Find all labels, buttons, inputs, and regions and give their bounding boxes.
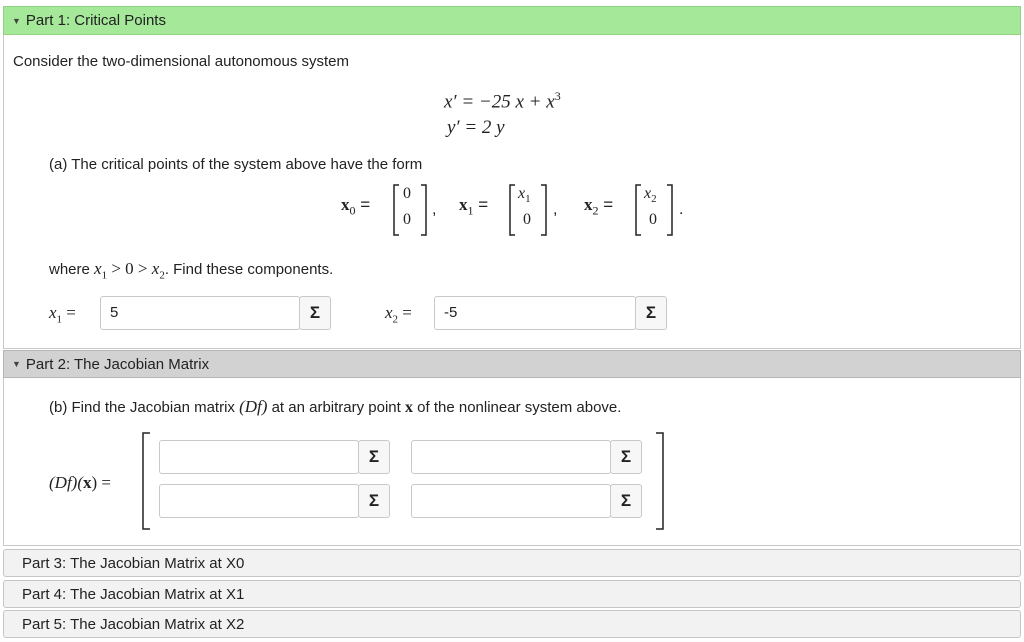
x2-input[interactable]: -5	[434, 296, 636, 330]
point-x2: $x_2$ =	[584, 195, 614, 218]
eq2-rhs: 2 y	[481, 117, 505, 138]
eq1-rhs: −25 x + x	[478, 91, 555, 113]
where-line	[49, 259, 333, 281]
x0-sub: 0	[349, 203, 356, 218]
x2-equation-editor-button[interactable]	[635, 296, 667, 330]
x2-top	[644, 185, 657, 205]
comma-1: ,	[432, 201, 437, 218]
jacobian-cell-12[interactable]	[411, 440, 611, 474]
x2-answer-label: $x_2$ =	[385, 303, 412, 326]
jacobian-cell-21-equation-editor[interactable]	[358, 484, 390, 518]
collapse-triangle-icon: ▼	[12, 359, 21, 369]
eq1-exponent: 3	[554, 89, 561, 103]
x1-answer-sub: 1	[56, 313, 63, 326]
jacobian-cell-22[interactable]	[411, 484, 611, 518]
question-b-prefix: (b) Find the Jacobian matrix	[49, 399, 240, 416]
point-x1: $x_1$ =	[459, 195, 489, 218]
jacobian-cell-11[interactable]	[159, 440, 359, 474]
jacobian-cell-12-equation-editor[interactable]	[610, 440, 642, 474]
x1-top-sub: 1	[525, 193, 531, 206]
x2-sub: 2	[592, 203, 599, 218]
point-x0: $x_0$ =	[341, 195, 371, 218]
jacobian-cell-21[interactable]	[159, 484, 359, 518]
x1-answer-var: x	[49, 303, 57, 322]
comma-2: ,	[553, 201, 558, 218]
cond-mid: > 0 >	[107, 259, 152, 278]
part4-header[interactable]: Part 4: The Jacobian Matrix at X1	[3, 580, 1021, 608]
x1-bottom: 0	[523, 211, 531, 228]
sigma-icon: Σ	[620, 491, 632, 510]
where-prefix: where	[49, 261, 95, 278]
question-b-suffix: of the nonlinear system above.	[412, 399, 622, 416]
matrix-label-end: ) =	[91, 473, 111, 492]
intro-text: Consider the two-dimensional autonomous system	[13, 53, 349, 70]
part2-title: Part 2: The Jacobian Matrix	[25, 355, 210, 373]
question-b-bold: x	[404, 399, 413, 416]
sigma-icon: Σ	[368, 447, 380, 466]
x1-top-var: x	[518, 185, 526, 202]
jacobian-cell-22-equation-editor[interactable]	[610, 484, 642, 518]
cond-a-sub: 1	[101, 269, 108, 282]
part2-body	[3, 378, 1021, 546]
x2-answer-var: x	[385, 303, 393, 322]
x2-top-sub: 2	[651, 193, 657, 206]
cond-a: x	[94, 259, 102, 278]
sigma-icon: Σ	[309, 303, 321, 322]
matrix-label-start: (Df)(	[49, 473, 83, 492]
eq2-lhs: y′	[447, 117, 460, 138]
cond-b: x	[151, 259, 160, 278]
question-a: (a) The critical points of the system above have the form	[49, 156, 423, 173]
part3-header[interactable]: Part 3: The Jacobian Matrix at X0	[3, 549, 1021, 577]
x2-top-var: x	[644, 185, 652, 202]
part1-header[interactable]	[3, 6, 1021, 35]
x0-top: 0	[403, 185, 411, 202]
part1-title: Part 1: Critical Points	[25, 12, 166, 29]
x2-bottom: 0	[649, 211, 657, 228]
x1-input[interactable]: 5	[100, 296, 300, 330]
matrix-label-bold: x	[82, 473, 92, 492]
equation-1: x′ = −25 $x + x^3$	[444, 89, 561, 113]
part1-body	[3, 35, 1021, 349]
x0-label: x	[341, 195, 350, 214]
part5-header[interactable]: Part 5: The Jacobian Matrix at X2	[3, 610, 1021, 638]
jacobian-cell-11-equation-editor[interactable]	[358, 440, 390, 474]
collapse-triangle-icon: ▼	[12, 15, 21, 26]
cond-b-sub: 2	[159, 269, 165, 282]
question-b-math: (Df)	[239, 397, 268, 416]
period: .	[679, 201, 684, 218]
x0-bottom: 0	[403, 211, 411, 228]
where-suffix: . Find these components.	[164, 261, 334, 278]
x1-answer-label: $x_1$ =	[49, 303, 76, 326]
x2-answer-sub: 2	[392, 313, 399, 326]
question-b-mid: at an arbitrary point	[267, 399, 405, 416]
x1-equation-editor-button[interactable]	[299, 296, 331, 330]
matrix-label	[49, 473, 111, 493]
sigma-icon: Σ	[620, 447, 632, 466]
part2-header[interactable]	[3, 350, 1021, 378]
sigma-icon: Σ	[645, 303, 657, 322]
eq1-lhs: x′	[444, 91, 457, 113]
x1-label: x	[459, 195, 468, 214]
equation-2: y′ = 2 y	[447, 117, 505, 138]
x2-label: x	[584, 195, 593, 214]
x1-sub: 1	[467, 203, 474, 218]
sigma-icon: Σ	[368, 491, 380, 510]
x1-top	[518, 185, 531, 205]
condition	[94, 259, 165, 282]
question-b	[49, 397, 621, 417]
